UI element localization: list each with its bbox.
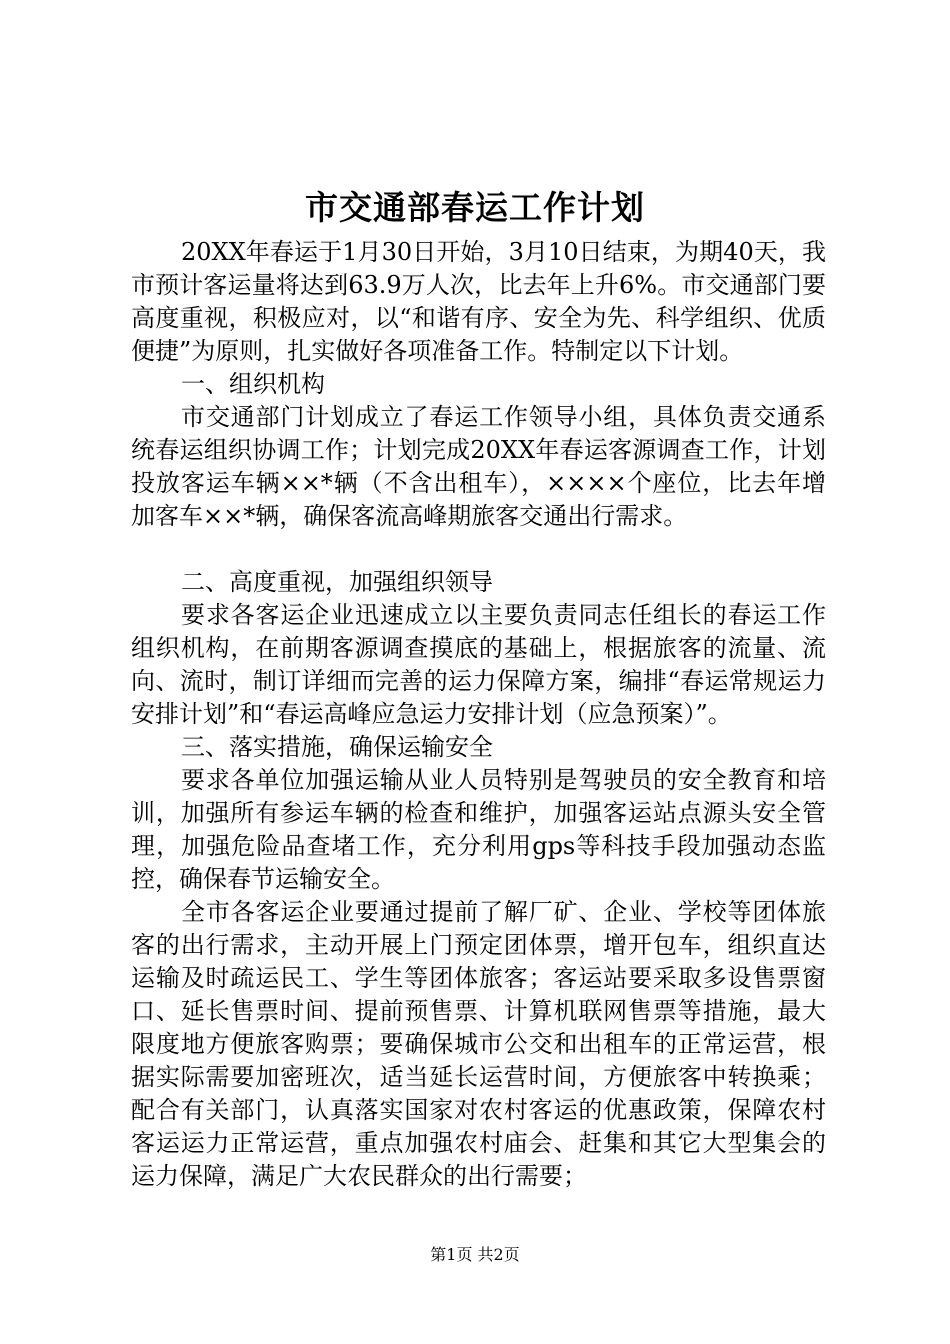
section3-heading: 三、落实措施，确保运输安全	[181, 733, 493, 761]
blank-line	[131, 533, 826, 566]
section3-paragraph-2: 全市各客运企业要通过提前了解厂矿、企业、学校等团体旅客的出行需求，主动开展上门预定团体票，增开包车，组织直达运输及时疏运民工、学生等团体旅客；客运站要采取多设售票窗口、延长售票时间、提前预售票、计算机联网售票等措施，最大限度地方便旅客购票；要确保城市公交和出租车的正常运营，根据实际需要加密班次，适当延长运营时间，方便旅客中转换乘；配合有关部门，认真落实国家对农村客运的优惠政策，保障农村客运运力正常运营，重点加强农村庙会、赶集和其它大型集会的运力保障，满足广大农民群众的出行需要；	[131, 898, 826, 1190]
intro-paragraph: 20XX年春运于1月30日开始，3月10日结束，为期40天，我市预计客运量将达到63.9万人次，比去年上升6%。市交通部门要高度重视，积极应对，以“和谐有序、安全为先、科学组织、优质便捷”为原则，扎实做好各项准备工作。特制定以下计划。	[131, 238, 826, 365]
section2-heading: 二、高度重视，加强组织领导	[181, 568, 493, 596]
document-body	[131, 236, 826, 1193]
section2-paragraph: 要求各客运企业迅速成立以主要负责同志任组长的春运工作组织机构，在前期客源调查摸底的基础上，根据旅客的流量、流向、流时，制订详细而完善的运力保障方案，编排“春运常规运力安排计划”和“春运高峰应急运力安排计划（应急预案）”。	[131, 601, 826, 728]
page-footer: 第1页 共2页	[430, 1245, 520, 1264]
section1-heading: 一、组织机构	[181, 370, 325, 398]
document-title: 市交通部春运工作计划	[305, 188, 645, 227]
section1-paragraph: 市交通部门计划成立了春运工作领导小组，具体负责交通系统春运组织协调工作；计划完成20XX年春运客源调查工作，计划投放客运车辆××*辆（不含出租车），××××个座位，比去年增加客车××*辆，确保客流高峰期旅客交通出行需求。	[131, 403, 826, 530]
section3-paragraph-1: 要求各单位加强运输从业人员特别是驾驶员的安全教育和培训，加强所有参运车辆的检查和维护，加强客运站点源头安全管理，加强危险品查堵工作，充分利用gps等科技手段加强动态监控，确保春节运输安全。	[131, 766, 826, 893]
